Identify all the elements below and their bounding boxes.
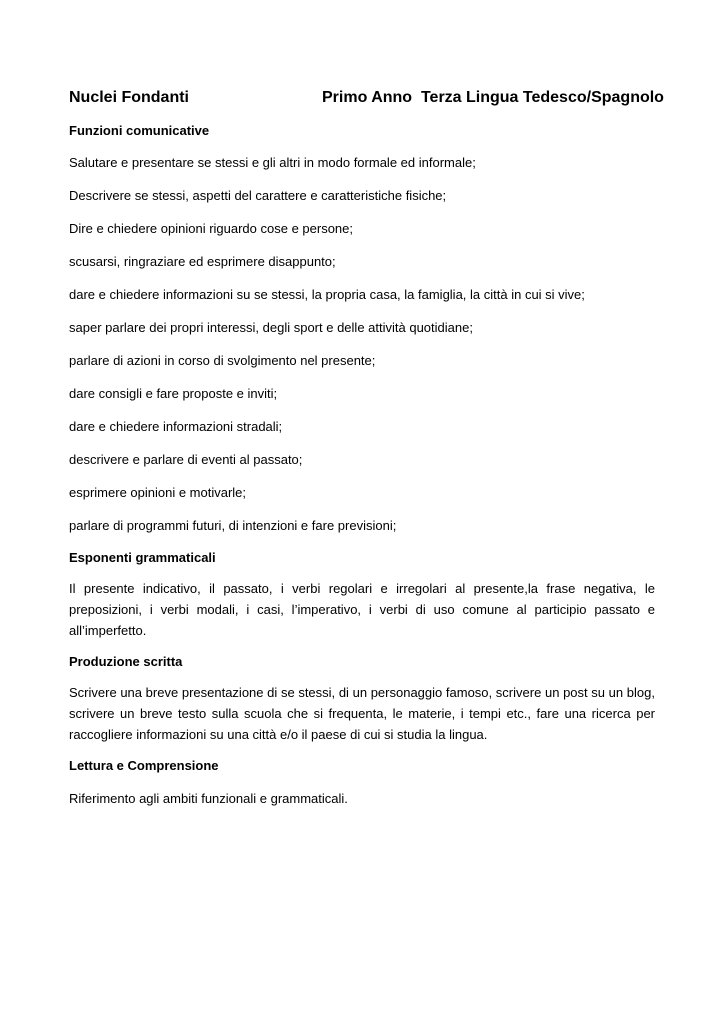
list-item: Descrivere se stessi, aspetti del carattere e caratteristiche fisiche; — [69, 188, 447, 203]
list-item: dare e chiedere informazioni stradali; — [69, 419, 283, 434]
section-heading-funzioni: Funzioni comunicative — [69, 123, 210, 138]
list-item: saper parlare dei propri interessi, degli sport e delle attività quotidiane; — [69, 320, 473, 335]
list-item: parlare di azioni in corso di svolgimento nel presente; — [69, 353, 376, 368]
funzioni-list — [69, 154, 655, 535]
document-header — [69, 86, 664, 110]
list-item: scusarsi, ringraziare ed esprimere disappunto; — [69, 254, 336, 269]
list-item: dare consigli e fare proposte e inviti; — [69, 386, 278, 401]
section-heading-esponenti: Esponenti grammaticali — [69, 550, 216, 565]
section-heading-produzione: Produzione scritta — [69, 654, 183, 669]
list-item: dare e chiedere informazioni su se stessi, la propria casa, la famiglia, la città in cui si vive; — [69, 287, 585, 302]
document-content — [69, 86, 664, 808]
list-item: parlare di programmi futuri, di intenzioni e fare previsioni; — [69, 518, 397, 533]
section-heading-lettura: Lettura e Comprensione — [69, 758, 219, 773]
list-item: esprimere opinioni e motivarle; — [69, 485, 247, 500]
list-item: descrivere e parlare di eventi al passato; — [69, 452, 303, 467]
esponenti-paragraph: Il presente indicativo, il passato, i verbi regolari e irregolari al presente,la frase negativa, le preposizioni, i verbi modali, i casi, l’imperativo, i verbi di uso comune al participio passato e all’imperfetto. — [69, 581, 655, 638]
list-item: Salutare e presentare se stessi e gli altri in modo formale ed informale; — [69, 155, 476, 170]
list-item: Dire e chiedere opinioni riguardo cose e persone; — [69, 221, 354, 236]
header-title-left: Nuclei Fondanti — [69, 89, 189, 106]
lettura-paragraph: Riferimento agli ambiti funzionali e grammaticali. — [69, 791, 348, 806]
produzione-paragraph: Scrivere una breve presentazione di se stessi, di un personaggio famoso, scrivere un post su un blog, scrivere un breve testo sulla scuola che si frequenta, le materie, i tempi etc., fare una ricerca per raccogliere informazioni su una città e/o il paese di cui si studia la lingua. — [69, 685, 655, 742]
header-title-right: Primo Anno Terza Lingua Tedesco/Spagnolo — [322, 89, 664, 106]
